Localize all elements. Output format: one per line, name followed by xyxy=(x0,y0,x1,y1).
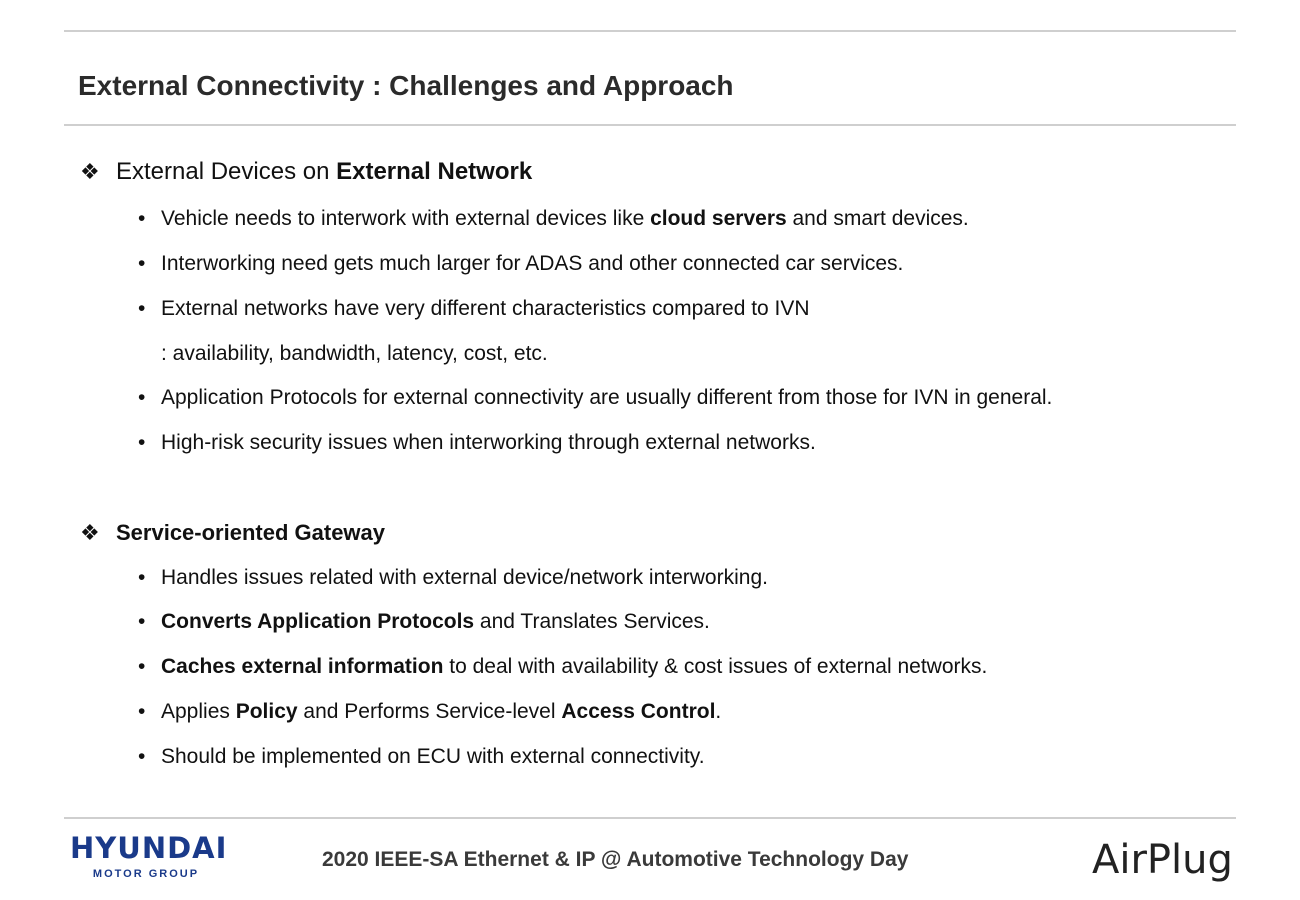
bullet-icon: • xyxy=(138,655,146,678)
bullet-icon: • xyxy=(138,431,146,454)
footer-rule xyxy=(64,817,1236,819)
hyundai-logo xyxy=(70,831,228,886)
hyundai-logo-main: HYUNDAI xyxy=(70,831,228,865)
list-item: • High-risk security issues when interworking through external networks. xyxy=(138,431,816,454)
bullet-icon: • xyxy=(138,745,146,768)
bullet-icon: • xyxy=(138,207,146,230)
list-item: • Handles issues related with external device/network interworking. xyxy=(138,566,768,589)
list-item: • Applies Policy and Performs Service-level Access Control. xyxy=(138,700,722,723)
list-item: • Converts Application Protocols and Translates Services. xyxy=(138,610,710,633)
bullet-icon: • xyxy=(138,610,146,633)
heading-text: External Devices on External Network xyxy=(116,158,533,185)
list-item: • Should be implemented on ECU with external connectivity. xyxy=(138,745,705,768)
list-item: • Application Protocols for external connectivity are usually different from those for IVN in general. xyxy=(138,386,1053,409)
bullet-icon: • xyxy=(138,252,146,275)
list-item: • Vehicle needs to interwork with external devices like cloud servers and smart devices. xyxy=(138,207,969,230)
list-item: • Caches external information to deal with availability & cost issues of external networks. xyxy=(138,655,988,678)
bullet-icon: • xyxy=(138,566,146,589)
section-heading-gateway xyxy=(80,520,385,546)
section-heading-external-devices xyxy=(80,158,532,186)
top-rule xyxy=(64,30,1236,32)
diamond-bullet-icon: ❖ xyxy=(80,159,100,184)
airplug-logo: AirPlug xyxy=(1092,837,1233,883)
bullet-icon: • xyxy=(138,297,146,320)
diamond-bullet-icon: ❖ xyxy=(80,520,100,545)
list-item: • External networks have very different characteristics compared to IVN xyxy=(138,297,810,320)
heading-text: Service-oriented Gateway xyxy=(116,520,386,545)
list-item: • Interworking need gets much larger for ADAS and other connected car services. xyxy=(138,252,904,275)
bullet-icon: • xyxy=(138,700,146,723)
slide-title: External Connectivity : Challenges and Approach xyxy=(78,70,734,101)
hyundai-logo-sub: MOTOR GROUP xyxy=(92,868,200,880)
title-rule xyxy=(64,124,1236,126)
footer-event-text: 2020 IEEE-SA Ethernet & IP @ Automotive Technology Day xyxy=(322,848,909,871)
list-item-continuation: : availability, bandwidth, latency, cost, etc. xyxy=(161,342,548,365)
bullet-icon: • xyxy=(138,386,146,409)
